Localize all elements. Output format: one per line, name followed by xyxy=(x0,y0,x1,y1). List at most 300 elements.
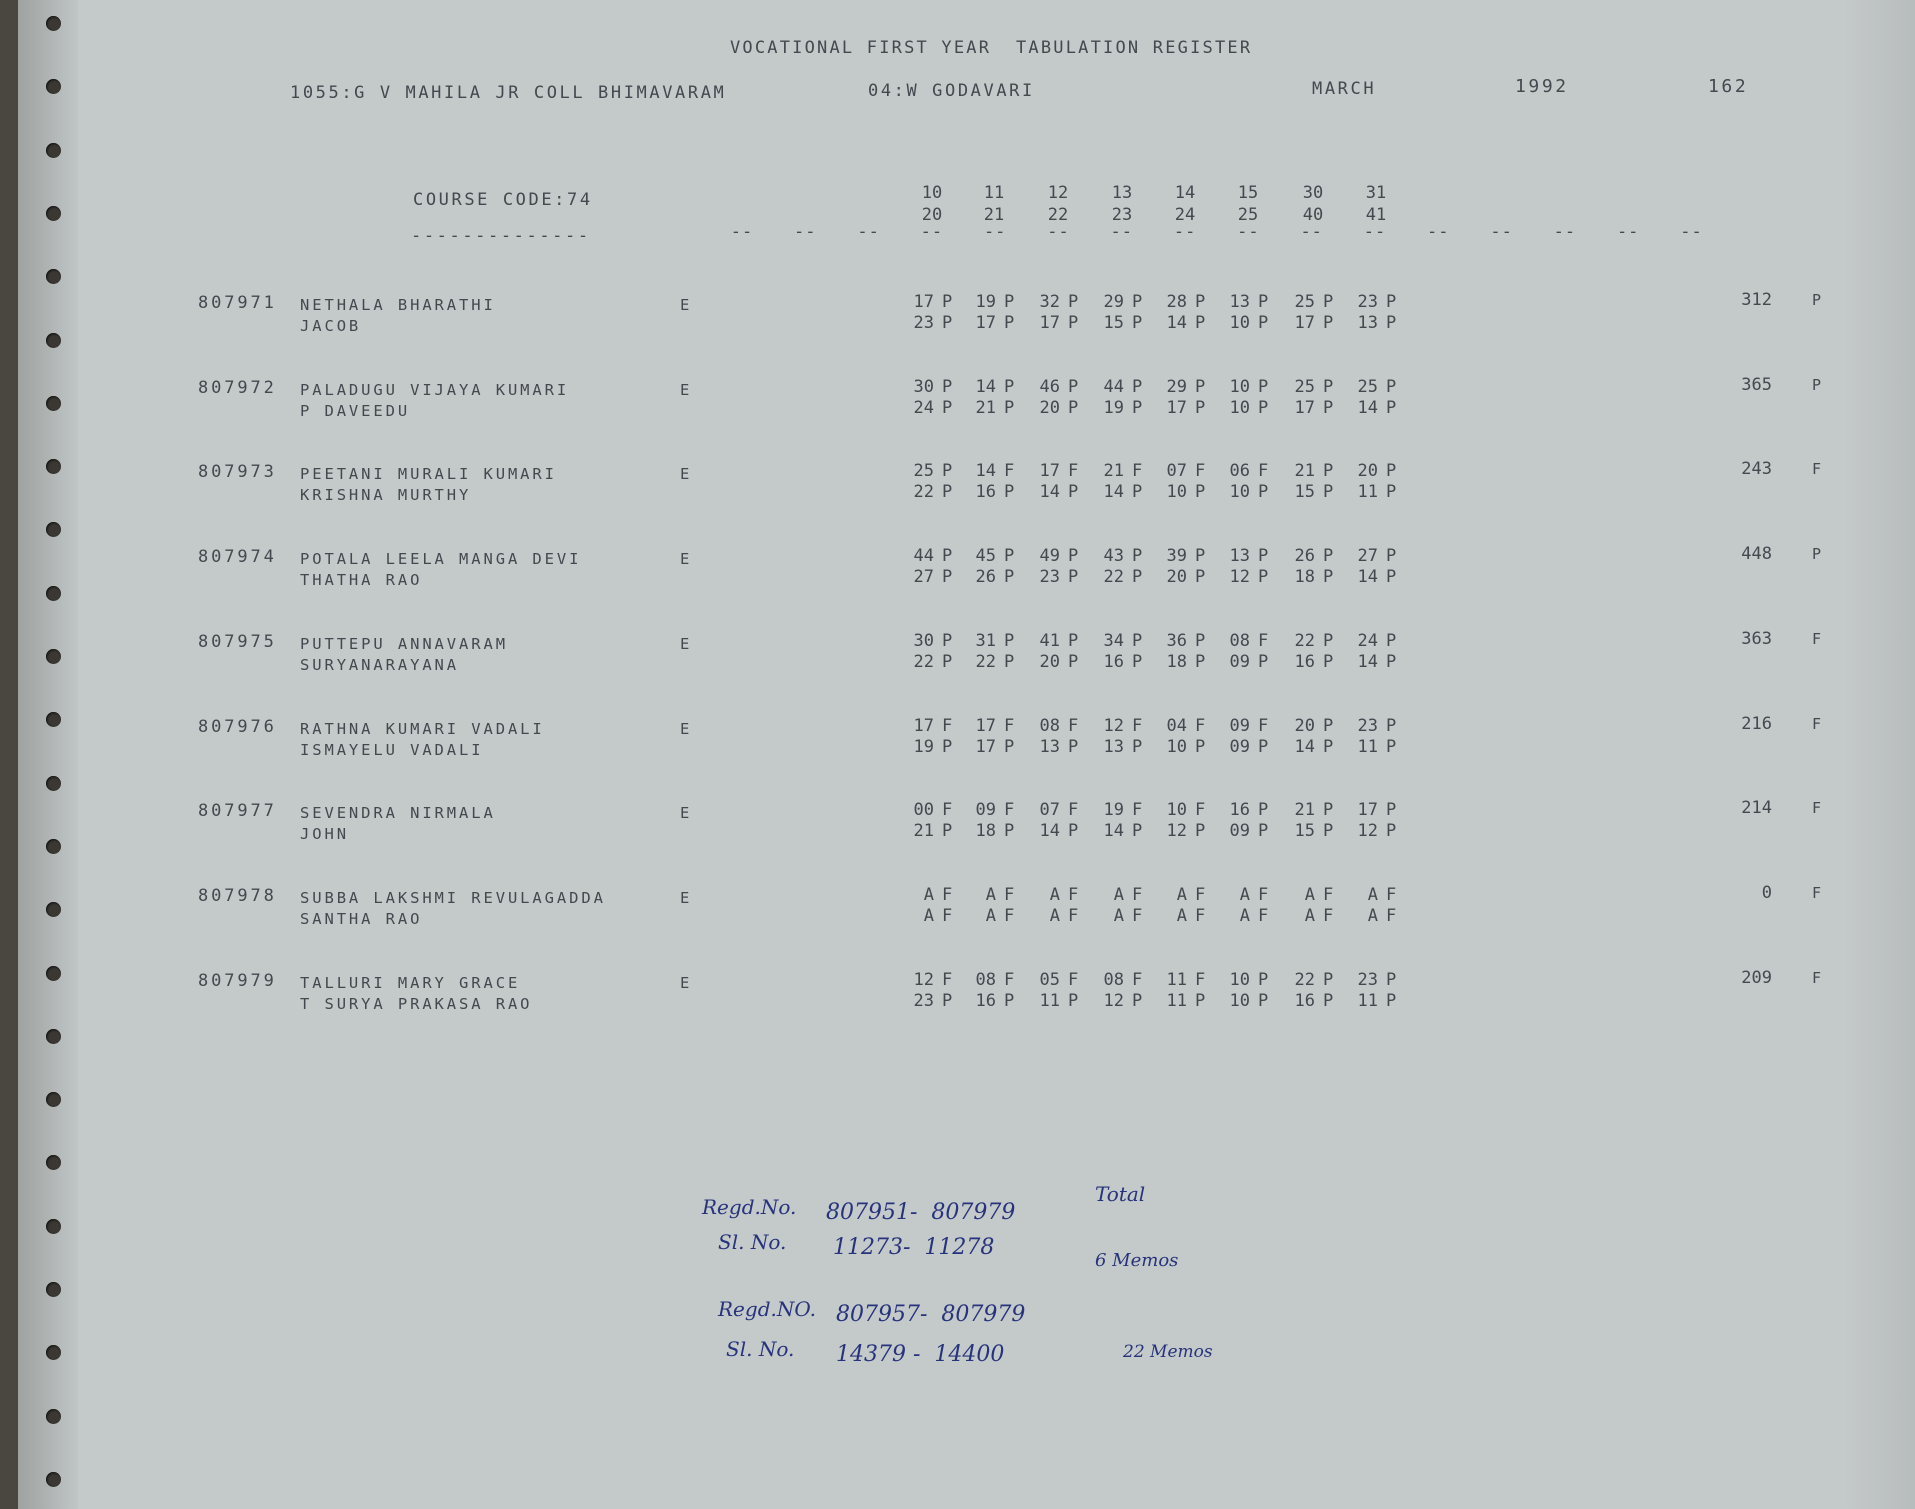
subject-status: P xyxy=(942,376,953,397)
subject-mark: 25 xyxy=(913,461,934,482)
subject-status: F xyxy=(1004,461,1015,482)
subject-status: P xyxy=(1258,990,1269,1011)
total-marks: 214 xyxy=(1741,798,1772,819)
subject-mark: 12 xyxy=(913,969,934,990)
subject-status: P xyxy=(1195,376,1206,397)
result-status: F xyxy=(1812,799,1822,818)
subject-status: P xyxy=(1004,821,1015,842)
subject-status: P xyxy=(1004,651,1015,672)
subject-mark: 09 xyxy=(1229,821,1250,842)
tractor-hole xyxy=(1872,388,1887,403)
result-status: F xyxy=(1812,883,1822,902)
note-total: Total xyxy=(1095,1182,1146,1206)
student-regno: 807971 xyxy=(198,293,277,313)
subject-mark: 13 xyxy=(1039,736,1060,757)
subject-mark: 16 xyxy=(1103,651,1124,672)
subject-mark: 25 xyxy=(1294,292,1315,312)
subject-mark: 17 xyxy=(1357,800,1378,821)
subject-status: P xyxy=(1004,990,1015,1011)
subject-mark: 21 xyxy=(1294,461,1315,482)
subject-mark: A xyxy=(985,884,996,905)
subject-mark: A xyxy=(1049,905,1060,926)
subject-status: P xyxy=(1386,990,1397,1011)
subject-mark: 29 xyxy=(1166,376,1187,397)
subject-status: P xyxy=(1132,313,1143,333)
sl-no-label-2: Sl. No. xyxy=(726,1337,795,1361)
subject-status: P xyxy=(1323,651,1334,672)
subject-status: P xyxy=(1258,969,1269,990)
subject-mark: 14 xyxy=(975,376,996,397)
subject-status: P xyxy=(1386,715,1397,736)
subject-mark: A xyxy=(923,884,934,905)
subject-status: P xyxy=(1323,736,1334,757)
subject-mark: 27 xyxy=(1357,546,1378,567)
total-marks: 216 xyxy=(1741,713,1772,734)
subject-status: P xyxy=(1323,313,1334,333)
total-marks: 448 xyxy=(1741,544,1772,565)
column-dash: -- xyxy=(1237,222,1260,242)
subject-mark: 16 xyxy=(1294,990,1315,1011)
student-name: PALADUGU VIJAYA KUMARI xyxy=(300,380,570,399)
subject-status: F xyxy=(942,905,953,926)
subject-code-bottom: 23 xyxy=(1111,205,1133,225)
student-regno: 807973 xyxy=(198,462,277,483)
register-title: VOCATIONAL FIRST YEAR TABULATION REGISTER xyxy=(730,38,1253,58)
medium-code: E xyxy=(680,973,693,992)
total-marks: 209 xyxy=(1741,967,1772,988)
student-regno: 807979 xyxy=(198,970,277,991)
subject-status: F xyxy=(942,800,953,821)
subject-mark: 24 xyxy=(1357,630,1378,651)
total-marks: 312 xyxy=(1741,290,1772,310)
subject-status: P xyxy=(1004,313,1015,333)
subject-status: F xyxy=(1258,630,1269,651)
subject-status: P xyxy=(1258,376,1269,397)
subject-status: P xyxy=(1132,630,1143,651)
subject-code-bottom: 21 xyxy=(983,205,1005,225)
column-dash: -- xyxy=(857,222,880,242)
column-dash: -- xyxy=(1110,222,1134,242)
tractor-hole xyxy=(1872,1401,1887,1416)
subject-code-top: 10 xyxy=(921,183,943,203)
subject-status: P xyxy=(1195,651,1206,672)
subject-status: F xyxy=(1258,884,1269,905)
subject-status: F xyxy=(1004,715,1015,736)
subject-mark: 36 xyxy=(1166,630,1187,651)
subject-status: P xyxy=(1323,376,1334,397)
subject-mark: 05 xyxy=(1039,969,1060,990)
subject-status: P xyxy=(1323,567,1334,588)
subject-mark: A xyxy=(1113,884,1124,905)
subject-mark: 14 xyxy=(1039,821,1060,842)
subject-status: F xyxy=(1258,461,1269,482)
subject-status: P xyxy=(1004,567,1015,588)
subject-mark: 09 xyxy=(1229,736,1250,757)
subject-mark: 10 xyxy=(1166,482,1187,503)
note-memos-2: 22 Memos xyxy=(1123,1342,1213,1362)
subject-mark: 44 xyxy=(913,546,934,567)
exam-month: MARCH xyxy=(1312,79,1377,99)
subject-mark: 22 xyxy=(975,651,996,672)
subject-mark: 12 xyxy=(1103,990,1124,1011)
subject-mark: 11 xyxy=(1357,990,1378,1011)
subject-status: P xyxy=(1195,630,1206,651)
subject-mark: A xyxy=(1304,905,1315,926)
subject-mark: A xyxy=(1239,884,1250,905)
student-name: POTALA LEELA MANGA DEVI xyxy=(300,550,582,569)
subject-status: P xyxy=(942,461,953,482)
subject-status: F xyxy=(1068,461,1079,482)
subject-status: P xyxy=(1258,800,1269,821)
subject-status: P xyxy=(1386,461,1397,482)
tractor-hole xyxy=(1872,831,1887,846)
subject-status: P xyxy=(1004,376,1015,397)
tractor-hole xyxy=(1872,1274,1887,1289)
subject-mark: 17 xyxy=(1166,397,1187,418)
subject-mark: 14 xyxy=(1166,313,1187,333)
subject-status: P xyxy=(1068,990,1079,1011)
tractor-hole xyxy=(46,79,61,94)
subject-mark: 00 xyxy=(913,800,934,821)
subject-mark: 14 xyxy=(1103,821,1124,842)
tractor-hole xyxy=(1872,641,1887,656)
subject-mark: 09 xyxy=(975,800,996,821)
subject-status: F xyxy=(1386,905,1397,926)
subject-status: F xyxy=(1068,969,1079,990)
subject-mark: 10 xyxy=(1229,397,1250,418)
note-memos-1: 6 Memos xyxy=(1095,1250,1179,1271)
medium-code: E xyxy=(680,719,693,738)
subject-mark: 49 xyxy=(1039,546,1060,567)
result-status: F xyxy=(1812,629,1822,648)
subject-status: P xyxy=(1258,821,1269,842)
subject-mark: 09 xyxy=(1229,651,1250,672)
subject-status: P xyxy=(1386,630,1397,651)
tractor-hole xyxy=(46,966,61,981)
tractor-hole xyxy=(46,269,61,284)
subject-code-top: 13 xyxy=(1111,183,1133,203)
subject-mark: 31 xyxy=(975,630,996,651)
student-name: SUBBA LAKSHMI REVULAGADDA xyxy=(300,888,606,907)
subject-status: P xyxy=(1068,292,1079,312)
subject-status: P xyxy=(1386,969,1397,990)
subject-status: P xyxy=(1195,990,1206,1011)
tractor-hole xyxy=(1872,1084,1887,1099)
tractor-hole xyxy=(46,902,61,917)
subject-status: P xyxy=(1068,567,1079,588)
subject-status: P xyxy=(1132,397,1143,418)
subject-mark: 23 xyxy=(913,990,934,1011)
subject-mark: 30 xyxy=(913,630,934,651)
subject-mark: 16 xyxy=(975,990,996,1011)
subject-mark: A xyxy=(923,905,934,926)
tractor-hole xyxy=(46,1092,61,1107)
sl-no-range-1: 11273- 11278 xyxy=(833,1235,995,1260)
tractor-hole xyxy=(46,586,61,601)
subject-mark: 14 xyxy=(1103,482,1124,503)
subject-mark: 21 xyxy=(975,397,996,418)
subject-status: P xyxy=(1195,313,1206,333)
subject-mark: 11 xyxy=(1039,990,1060,1011)
subject-status: P xyxy=(1386,546,1397,567)
subject-mark: 26 xyxy=(1294,546,1315,567)
subject-status: P xyxy=(1323,292,1334,312)
subject-mark: A xyxy=(1367,884,1378,905)
subject-mark: 44 xyxy=(1103,376,1124,397)
subject-mark: 17 xyxy=(1294,313,1315,333)
parent-name: KRISHNA MURTHY xyxy=(300,486,472,505)
subject-mark: 20 xyxy=(1166,567,1187,588)
column-dash: -- xyxy=(920,222,944,242)
subject-mark: A xyxy=(985,905,996,926)
column-dash: -- xyxy=(1173,222,1197,242)
subject-mark: 08 xyxy=(1103,969,1124,990)
tractor-hole xyxy=(46,1409,61,1424)
subject-mark: 15 xyxy=(1294,482,1315,503)
subject-mark: 14 xyxy=(1357,397,1378,418)
subject-mark: 24 xyxy=(913,397,934,418)
subject-mark: 22 xyxy=(913,482,934,503)
subject-mark: 17 xyxy=(975,715,996,736)
tractor-hole xyxy=(1872,325,1887,340)
subject-status: P xyxy=(1386,482,1397,503)
subject-status: F xyxy=(1323,905,1334,926)
parent-name: P DAVEEDU xyxy=(300,401,411,420)
subject-mark: A xyxy=(1176,884,1187,905)
sl-no-label-1: Sl. No. xyxy=(718,1230,787,1254)
subject-status: P xyxy=(1323,800,1334,821)
subject-mark: 26 xyxy=(975,567,996,588)
subject-status: P xyxy=(1132,292,1143,312)
subject-status: P xyxy=(1195,546,1206,567)
subject-mark: 20 xyxy=(1039,397,1060,418)
medium-code: E xyxy=(680,888,693,907)
subject-mark: 22 xyxy=(1103,567,1124,588)
subject-mark: 11 xyxy=(1166,969,1187,990)
subject-mark: A xyxy=(1049,884,1060,905)
course-code-underline: -------------- xyxy=(411,226,591,246)
parent-name: JOHN xyxy=(300,825,349,844)
subject-status: F xyxy=(1004,905,1015,926)
subject-mark: 14 xyxy=(1294,736,1315,757)
student-regno: 807972 xyxy=(198,377,277,398)
subject-status: P xyxy=(1195,567,1206,588)
result-status: F xyxy=(1812,460,1822,479)
parent-name: SURYANARAYANA xyxy=(300,655,460,674)
subject-status: P xyxy=(1323,461,1334,482)
subject-mark: 19 xyxy=(913,736,934,757)
subject-status: P xyxy=(1323,969,1334,990)
subject-mark: 13 xyxy=(1103,736,1124,757)
subject-mark: 29 xyxy=(1103,292,1124,312)
student-regno: 807978 xyxy=(198,885,277,906)
tractor-hole xyxy=(1872,1464,1887,1479)
subject-status: P xyxy=(1258,651,1269,672)
tractor-hole xyxy=(46,333,61,348)
subject-status: P xyxy=(1068,821,1079,842)
subject-mark: 20 xyxy=(1039,651,1060,672)
result-status: F xyxy=(1812,714,1822,733)
subject-status: P xyxy=(1132,990,1143,1011)
subject-status: F xyxy=(1195,715,1206,736)
subject-mark: 19 xyxy=(975,292,996,312)
subject-code-bottom: 40 xyxy=(1302,205,1324,225)
subject-status: P xyxy=(942,990,953,1011)
subject-status: P xyxy=(942,546,953,567)
column-dash: -- xyxy=(1363,222,1387,242)
subject-status: P xyxy=(1323,630,1334,651)
subject-status: P xyxy=(1132,546,1143,567)
subject-mark: 22 xyxy=(1294,630,1315,651)
subject-status: P xyxy=(1068,630,1079,651)
subject-mark: 14 xyxy=(1357,567,1378,588)
subject-status: F xyxy=(1132,800,1143,821)
column-dash: -- xyxy=(1616,222,1640,242)
subject-status: F xyxy=(1132,715,1143,736)
subject-mark: 41 xyxy=(1039,630,1060,651)
college-name: 1055:G V MAHILA JR COLL BHIMAVARAM xyxy=(290,83,727,103)
subject-status: P xyxy=(942,821,953,842)
subject-mark: 14 xyxy=(1357,651,1378,672)
tractor-hole xyxy=(46,143,61,158)
subject-status: P xyxy=(1004,630,1015,651)
subject-mark: 10 xyxy=(1166,800,1187,821)
medium-code: E xyxy=(680,465,693,484)
student-name: PUTTEPU ANNAVARAM xyxy=(300,634,508,653)
total-marks: 0 xyxy=(1761,882,1772,903)
column-dash: -- xyxy=(1047,222,1070,242)
tractor-hole xyxy=(46,776,61,791)
subject-status: P xyxy=(1132,651,1143,672)
subject-mark: 11 xyxy=(1357,482,1378,503)
tractor-hole xyxy=(46,1282,61,1297)
total-marks: 243 xyxy=(1741,459,1772,480)
course-code-label: COURSE CODE:74 xyxy=(413,190,593,210)
subject-mark: 12 xyxy=(1229,567,1250,588)
subject-status: P xyxy=(1258,567,1269,588)
register-sheet xyxy=(18,0,1915,1509)
subject-status: P xyxy=(942,482,953,503)
subject-mark: 11 xyxy=(1357,736,1378,757)
subject-mark: 19 xyxy=(1103,397,1124,418)
subject-mark: 20 xyxy=(1294,715,1315,736)
total-marks: 363 xyxy=(1741,628,1772,649)
page-number: 162 xyxy=(1708,76,1749,97)
subject-mark: 21 xyxy=(1103,461,1124,482)
subject-status: P xyxy=(1323,821,1334,842)
tractor-hole xyxy=(46,459,61,474)
tractor-hole xyxy=(46,1155,61,1170)
tractor-hole xyxy=(1872,514,1887,529)
regd-no-label-1: Regd.No. xyxy=(702,1195,797,1219)
subject-status: P xyxy=(1386,651,1397,672)
subject-mark: 22 xyxy=(1294,969,1315,990)
subject-code-bottom: 22 xyxy=(1047,205,1069,225)
subject-status: P xyxy=(1004,292,1015,312)
exam-year: 1992 xyxy=(1515,76,1569,97)
subject-mark: 12 xyxy=(1357,821,1378,842)
subject-status: P xyxy=(1068,482,1079,503)
tractor-hole xyxy=(1872,1147,1887,1162)
subject-mark: 10 xyxy=(1229,969,1250,990)
subject-status: P xyxy=(1068,736,1079,757)
subject-mark: 16 xyxy=(1294,651,1315,672)
subject-status: F xyxy=(1258,715,1269,736)
subject-status: P xyxy=(1258,546,1269,567)
subject-mark: 27 xyxy=(913,567,934,588)
subject-mark: A xyxy=(1113,905,1124,926)
subject-status: F xyxy=(1132,969,1143,990)
subject-mark: 21 xyxy=(1294,800,1315,821)
subject-mark: 19 xyxy=(1103,800,1124,821)
subject-status: F xyxy=(1195,884,1206,905)
subject-code-top: 14 xyxy=(1174,183,1196,203)
tractor-hole xyxy=(46,1029,61,1044)
subject-status: P xyxy=(1323,482,1334,503)
subject-status: P xyxy=(1195,736,1206,757)
tractor-hole xyxy=(46,712,61,727)
sl-no-range-2: 14379 - 14400 xyxy=(836,1342,1005,1367)
total-marks: 365 xyxy=(1741,374,1772,395)
subject-mark: 14 xyxy=(1039,482,1060,503)
subject-status: P xyxy=(942,567,953,588)
subject-code-bottom: 41 xyxy=(1365,205,1387,225)
subject-mark: 25 xyxy=(1294,376,1315,397)
subject-code-top: 30 xyxy=(1302,183,1324,203)
subject-status: P xyxy=(1386,397,1397,418)
subject-status: P xyxy=(1132,376,1143,397)
subject-status: P xyxy=(942,292,953,312)
subject-mark: 10 xyxy=(1166,736,1187,757)
subject-mark: 06 xyxy=(1229,461,1250,482)
subject-status: P xyxy=(1386,800,1397,821)
subject-mark: 43 xyxy=(1103,546,1124,567)
column-dash: -- xyxy=(730,222,754,242)
tractor-hole xyxy=(46,1345,61,1360)
subject-status: P xyxy=(1068,546,1079,567)
subject-status: P xyxy=(1004,397,1015,418)
subject-status: P xyxy=(942,736,953,757)
subject-status: F xyxy=(1004,969,1015,990)
subject-status: P xyxy=(1068,397,1079,418)
tractor-hole xyxy=(46,1472,61,1487)
tractor-hole xyxy=(1872,704,1887,719)
subject-mark: 17 xyxy=(913,292,934,312)
tractor-hole xyxy=(1872,958,1887,973)
tractor-hole xyxy=(46,1219,61,1234)
subject-status: P xyxy=(1386,736,1397,757)
subject-status: F xyxy=(1068,715,1079,736)
column-dash: -- xyxy=(1680,222,1703,242)
medium-code: E xyxy=(680,550,693,569)
subject-status: F xyxy=(1004,800,1015,821)
student-name: RATHNA KUMARI VADALI xyxy=(300,719,545,738)
subject-mark: 18 xyxy=(1166,651,1187,672)
subject-status: P xyxy=(1258,292,1269,312)
subject-status: P xyxy=(942,313,953,333)
subject-mark: 15 xyxy=(1294,821,1315,842)
medium-code: E xyxy=(680,634,693,653)
subject-status: P xyxy=(1195,482,1206,503)
subject-status: P xyxy=(1258,736,1269,757)
parent-name: ISMAYELU VADALI xyxy=(300,740,484,759)
student-regno: 807977 xyxy=(198,801,277,822)
result-status: P xyxy=(1812,545,1822,564)
subject-status: P xyxy=(1386,821,1397,842)
subject-status: F xyxy=(942,715,953,736)
subject-mark: 16 xyxy=(975,482,996,503)
subject-mark: 10 xyxy=(1229,313,1250,333)
